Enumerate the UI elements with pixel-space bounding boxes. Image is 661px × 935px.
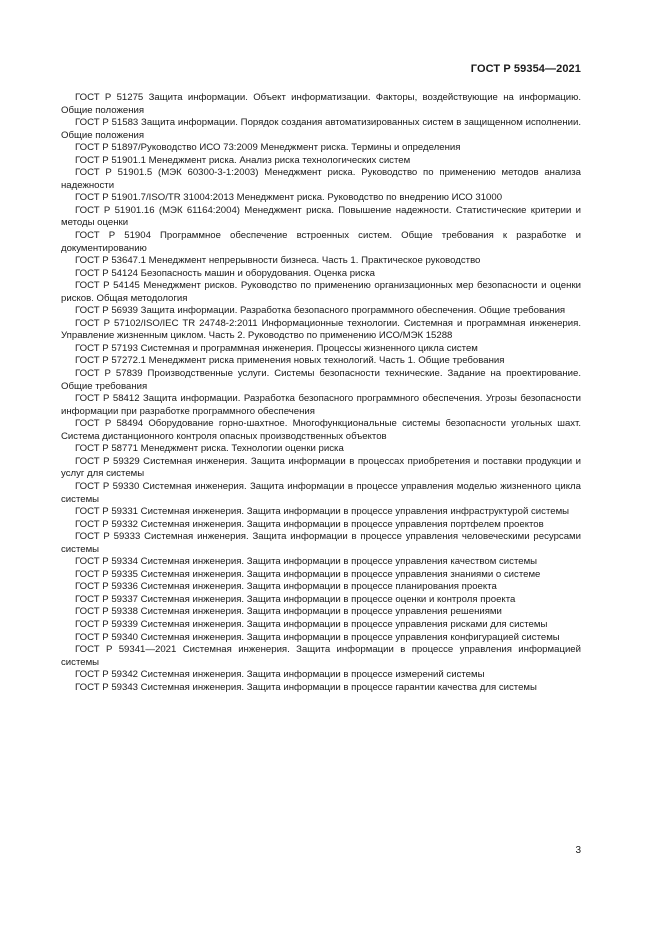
reference-entry: ГОСТ Р 59339 Системная инженерия. Защита информации в процессе управления рисками для системы [75, 618, 548, 630]
reference-entry: ГОСТ Р 51904 Программное обеспечение встроенных систем. Общие требования к разработке и документированию [61, 230, 581, 254]
references-list [61, 92, 581, 694]
reference-entry: ГОСТ Р 59336 Системная инженерия. Защита информации в процессе планирования проекта [75, 581, 497, 593]
page-number: 3 [575, 845, 581, 856]
reference-entry: ГОСТ Р 59340 Системная инженерия. Защита информации в процессе управления конфигурацией системы [75, 631, 560, 643]
reference-entry: ГОСТ Р 59335 Системная инженерия. Защита информации в процессе управления знаниями о системе [75, 568, 541, 580]
reference-entry: ГОСТ Р 59338 Системная инженерия. Защита информации в процессе управления решениями [75, 606, 502, 618]
reference-entry: ГОСТ Р 59329 Системная инженерия. Защита информации в процессах приобретения и поставки продукции и услуг для системы [61, 455, 581, 480]
reference-entry: ГОСТ Р 56939 Защита информации. Разработка безопасного программного обеспечения. Общие требования [75, 305, 566, 317]
reference-entry: ГОСТ Р 59331 Системная инженерия. Защита информации в процессе управления инфраструктурой системы [75, 506, 570, 518]
reference-entry: ГОСТ Р 57272.1 Менеджмент риска применения новых технологий. Часть 1. Общие требования [75, 355, 505, 367]
reference-entry: ГОСТ Р 51583 Защита информации. Порядок создания автоматизированных систем в защищенном исполнении. Общие положения [61, 117, 581, 141]
reference-entry: ГОСТ Р 51901.1 Менеджмент риска. Анализ риска технологических систем [75, 154, 411, 166]
reference-entry: ГОСТ Р 53647.1 Менеджмент непрерывности бизнеса. Часть 1. Практическое руководство [75, 255, 481, 267]
reference-entry: ГОСТ Р 58771 Менеджмент риска. Технологии оценки риска [75, 443, 344, 455]
reference-entry: ГОСТ Р 51897/Руководство ИСО 73:2009 Менеджмент риска. Термины и определения [75, 142, 461, 154]
document-code-header: ГОСТ Р 59354—2021 [470, 63, 581, 75]
reference-entry: ГОСТ Р 51901.7/ISO/TR 31004:2013 Менеджмент риска. Руководство по внедрению ИСО 31000 [75, 192, 503, 204]
reference-entry: ГОСТ Р 59343 Системная инженерия. Защита информации в процессе гарантии качества для системы [75, 681, 537, 693]
reference-entry: ГОСТ Р 58494 Оборудование горно-шахтное. Многофункциональные системы безопасности угольных шахт. Система дистанционного контроля опасных производственных объектов [61, 418, 581, 442]
reference-entry: ГОСТ Р 58412 Защита информации. Разработка безопасного программного обеспечения. Угрозы безопасности информации при разработке программного обеспечения [61, 393, 581, 417]
reference-entry: ГОСТ Р 51901.16 (МЭК 61164:2004) Менеджмент риска. Повышение надежности. Статистические критерии и методы оценки [61, 204, 581, 229]
reference-entry: ГОСТ Р 59333 Системная инженерия. Защита информации в процессе управления человеческими ресурсами системы [61, 531, 581, 555]
reference-entry: ГОСТ Р 57839 Производственные услуги. Системы безопасности технические. Задание на проектирование. Общие требования [61, 368, 581, 392]
reference-entry: ГОСТ Р 51275 Защита информации. Объект информатизации. Факторы, воздействующие на информацию. Общие положения [61, 92, 581, 116]
reference-entry: ГОСТ Р 57193 Системная и программная инженерия. Процессы жизненного цикла систем [75, 342, 478, 354]
reference-entry: ГОСТ Р 59341—2021 Системная инженерия. Защита информации в процессе управления информацией системы [61, 644, 581, 668]
reference-entry: ГОСТ Р 59342 Системная инженерия. Защита информации в процессе измерений системы [75, 669, 485, 681]
reference-entry: ГОСТ Р 59334 Системная инженерия. Защита информации в процессе управления качеством системы [75, 556, 538, 568]
reference-entry: ГОСТ Р 57102/ISO/IEC TR 24748-2:2011 Информационные технологии. Системная и программная инженерия. Управление жизненным циклом. Часть 2. Руководство по применению ИСО/МЭК 15288 [61, 317, 581, 342]
reference-entry: ГОСТ Р 59337 Системная инженерия. Защита информации в процессе оценки и контроля проекта [75, 593, 516, 605]
reference-entry: ГОСТ Р 54145 Менеджмент рисков. Руководство по применению организационных мер безопасности и оценки рисков. Общая методология [61, 280, 581, 304]
reference-entry: ГОСТ Р 59332 Системная инженерия. Защита информации в процессе управления портфелем проектов [75, 518, 544, 530]
reference-entry: ГОСТ Р 51901.5 (МЭК 60300-3-1:2003) Менеджмент риска. Руководство по применению методов анализа надежности [61, 167, 581, 191]
reference-entry: ГОСТ Р 59330 Системная инженерия. Защита информации в процессе управления моделью жизненного цикла системы [61, 480, 581, 505]
reference-entry: ГОСТ Р 54124 Безопасность машин и оборудования. Оценка риска [75, 267, 375, 279]
